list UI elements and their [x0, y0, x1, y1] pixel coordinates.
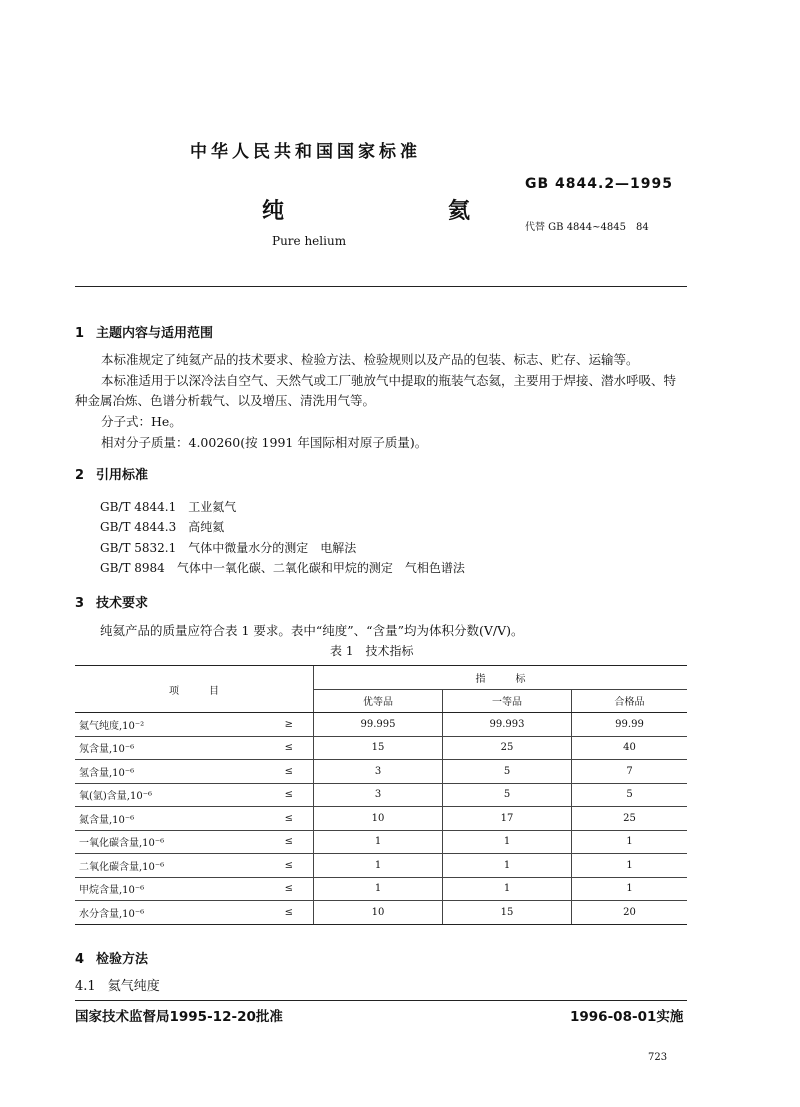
- footer-divider: [75, 1000, 687, 1001]
- reference-name: 气体中微量水分的测定 电解法: [188, 541, 357, 555]
- row-value: 1: [443, 854, 572, 878]
- reference-name: 气体中一氧化碳、二氧化碳和甲烷的测定 气相色谱法: [176, 561, 465, 575]
- row-value: 5: [443, 783, 572, 807]
- row-comparator: ≤: [269, 736, 314, 760]
- section-number: 2: [75, 468, 85, 483]
- row-value: 1: [572, 877, 688, 901]
- row-value: 1: [572, 854, 688, 878]
- reference-item: [100, 539, 368, 556]
- paragraph: 本标准适用于以深冷法自空气、天然气或工厂驰放气中提取的瓶装气态氦，主要用于焊接、潜水呼吸、特种金属冶炼、色谱分析载气、以及增压、清洗用气等。: [75, 373, 677, 408]
- row-value: 3: [314, 783, 443, 807]
- row-value: 99.99: [572, 713, 688, 737]
- reference-item: [100, 518, 236, 535]
- page-number: 723: [648, 1052, 668, 1063]
- row-value: 15: [314, 736, 443, 760]
- grade-header: 一等品: [443, 689, 572, 713]
- row-value: 17: [443, 807, 572, 831]
- row-value: 1: [572, 830, 688, 854]
- row-item-label: 氮含量,10⁻⁶: [75, 807, 269, 831]
- table-row: [75, 783, 687, 807]
- row-value: 1: [314, 830, 443, 854]
- row-item-label: 氦气纯度,10⁻²: [75, 713, 269, 737]
- english-title: Pure helium: [272, 234, 347, 248]
- row-value: 10: [314, 901, 443, 925]
- row-value: 1: [314, 854, 443, 878]
- row-value: 20: [572, 901, 688, 925]
- grade-header: 优等品: [314, 689, 443, 713]
- row-value: 7: [572, 760, 688, 784]
- row-comparator: ≤: [269, 760, 314, 784]
- row-value: 1: [314, 877, 443, 901]
- row-value: 99.993: [443, 713, 572, 737]
- paragraph: 本标准规定了纯氦产品的技术要求、检验方法、检验规则以及产品的包装、标志、贮存、运输等。: [101, 352, 639, 367]
- table-row: [75, 854, 687, 878]
- row-comparator: ≤: [269, 830, 314, 854]
- header-divider: [75, 286, 687, 287]
- section-number: 1: [75, 326, 85, 341]
- row-comparator: ≤: [269, 877, 314, 901]
- paragraph: 分子式：He。: [101, 414, 182, 429]
- row-value: 5: [572, 783, 688, 807]
- section-number: 3: [75, 596, 85, 611]
- standard-code: GB 4844.2—1995: [525, 176, 674, 192]
- replaces-note: 代替 GB 4844~4845 84: [525, 222, 649, 233]
- reference-item: [100, 559, 477, 576]
- reference-code: GB/T 8984: [100, 561, 165, 575]
- table-row: [75, 807, 687, 831]
- row-item-label: 一氧化碳含量,10⁻⁶: [75, 830, 269, 854]
- paragraph: 纯氦产品的质量应符合表 1 要求。表中“纯度”、“含量”均为体积分数(V/V)。: [100, 623, 524, 638]
- technical-spec-table: [75, 665, 687, 925]
- reference-name: 工业氦气: [188, 500, 237, 514]
- row-value: 10: [314, 807, 443, 831]
- column-header-item: 项 目: [75, 666, 314, 713]
- row-item-label: 氖含量,10⁻⁶: [75, 736, 269, 760]
- row-item-label: 氧(氩)含量,10⁻⁶: [75, 783, 269, 807]
- section-title: 技术要求: [96, 596, 149, 611]
- table-row: [75, 760, 687, 784]
- section-title: 检验方法: [96, 952, 149, 967]
- row-value: 1: [443, 877, 572, 901]
- row-value: 3: [314, 760, 443, 784]
- section-1-heading: [75, 322, 213, 341]
- row-comparator: ≤: [269, 783, 314, 807]
- section-title: 主题内容与适用范围: [96, 326, 214, 341]
- row-value: 5: [443, 760, 572, 784]
- row-value: 1: [443, 830, 572, 854]
- section-4-heading: [75, 948, 148, 967]
- document-title: 纯 氦: [262, 199, 511, 224]
- effective-date: 1996-08-01实施: [570, 1009, 684, 1025]
- reference-item: [100, 498, 248, 515]
- row-value: 15: [443, 901, 572, 925]
- row-item-label: 甲烷含量,10⁻⁶: [75, 877, 269, 901]
- row-item-label: 水分含量,10⁻⁶: [75, 901, 269, 925]
- row-comparator: ≤: [269, 901, 314, 925]
- reference-code: GB/T 4844.3: [100, 520, 177, 534]
- table-row: [75, 830, 687, 854]
- row-item-label: 二氧化碳含量,10⁻⁶: [75, 854, 269, 878]
- row-comparator: ≤: [269, 807, 314, 831]
- row-value: 25: [572, 807, 688, 831]
- row-value: 25: [443, 736, 572, 760]
- section-2-heading: [75, 464, 148, 483]
- reference-name: 高纯氦: [188, 520, 225, 534]
- section-number: 4: [75, 952, 85, 967]
- table-row: [75, 736, 687, 760]
- subsection-number: 4.1: [75, 979, 96, 994]
- approval-line: 国家技术监督局1995-12-20批准: [75, 1009, 283, 1025]
- row-comparator: ≥: [269, 713, 314, 737]
- column-header-index: 指 标: [314, 666, 688, 690]
- subsection-4-1: [75, 975, 160, 994]
- reference-code: GB/T 5832.1: [100, 541, 177, 555]
- row-item-label: 氢含量,10⁻⁶: [75, 760, 269, 784]
- table-row: [75, 901, 687, 925]
- paragraph: 相对分子质量：4.00260(按 1991 年国际相对原子质量)。: [101, 435, 428, 450]
- national-standard-heading: 中华人民共和国国家标准: [190, 142, 421, 162]
- table-row: [75, 877, 687, 901]
- table-caption: 表 1 技术指标: [330, 644, 414, 658]
- grade-header: 合格品: [572, 689, 688, 713]
- row-value: 99.995: [314, 713, 443, 737]
- table-row: [75, 713, 687, 737]
- reference-code: GB/T 4844.1: [100, 500, 177, 514]
- section-3-heading: [75, 592, 148, 611]
- row-comparator: ≤: [269, 854, 314, 878]
- row-value: 40: [572, 736, 688, 760]
- subsection-title: 氦气纯度: [107, 979, 160, 994]
- section-title: 引用标准: [96, 468, 149, 483]
